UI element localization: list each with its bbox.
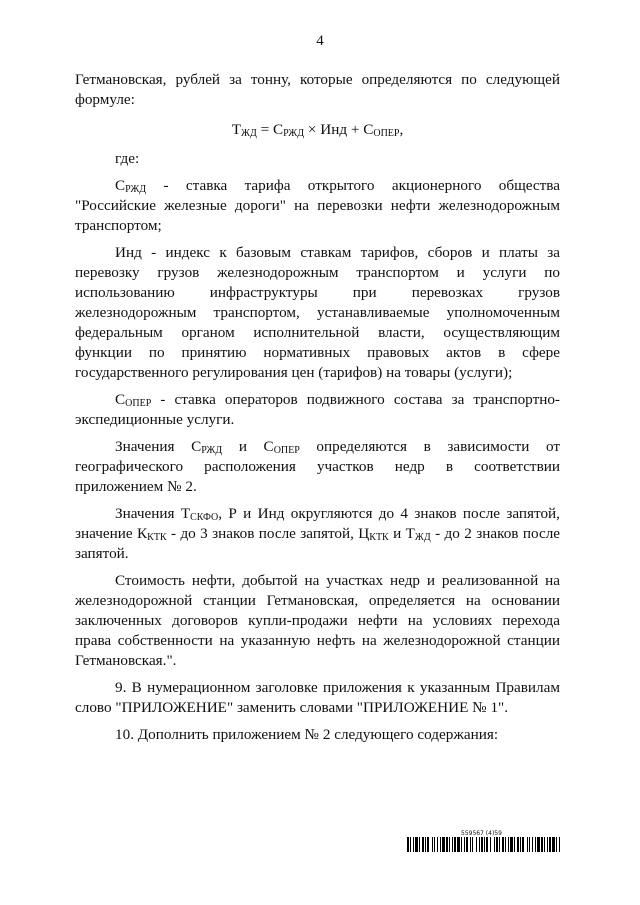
barcode-bar — [419, 837, 420, 852]
formula: $Т_{ЖД} = С_{РЖД}$ × Инд + $С_{ОПЕР}$, — [231, 121, 404, 139]
barcode-bar — [502, 837, 504, 852]
paragraph-item-10: 10. Дополнить приложением № 2 следующего содержания: — [115, 726, 499, 743]
barcode-bar — [449, 837, 450, 852]
barcode-number: 559567 (4)59 — [461, 830, 502, 837]
barcode-bar — [476, 837, 477, 852]
barcode-bar — [499, 837, 500, 852]
barcode-bar — [464, 837, 465, 852]
barcode-bar — [432, 837, 433, 852]
barcode-bar — [466, 837, 468, 852]
barcode-bar — [472, 837, 473, 852]
barcode-bar — [452, 837, 453, 852]
barcode-bar — [496, 837, 498, 852]
barcode-bar — [434, 837, 435, 852]
barcode-bar — [425, 837, 426, 852]
barcode-bar — [549, 837, 551, 852]
paragraph-rounding: Значения $Т_{СКФО}$, Р и Инд округляются до 4 знаков после запятой, значение $К_{КТК}$ - до 3 знаков после запятой, $Ц_{КТК}$ и $Т_{ЖД}$ - до 2 знаков после запятой. — [75, 505, 561, 562]
barcode-bar — [413, 837, 414, 852]
barcode-bar — [422, 837, 424, 852]
barcode-bar — [505, 837, 506, 852]
barcode-bar — [559, 837, 560, 852]
barcode-bar — [479, 837, 480, 852]
barcode-bar — [461, 837, 462, 852]
barcode-bar — [440, 837, 441, 852]
barcode-bar — [442, 837, 445, 852]
barcode-bar — [520, 837, 521, 852]
barcode-bar — [446, 837, 448, 852]
barcode-bar — [427, 837, 429, 852]
barcode-bar — [508, 837, 509, 852]
barcode-bar — [510, 837, 513, 852]
barcode — [407, 837, 561, 852]
document-body — [75, 70, 560, 745]
barcode-bar — [486, 837, 488, 852]
barcode-bar — [541, 837, 543, 852]
barcode-bar — [437, 837, 438, 852]
barcode-bar — [522, 837, 524, 852]
barcode-bar — [547, 837, 548, 852]
paragraph-values: Значения $С_{РЖД}$ и $С_{ОПЕР}$ определяются в зависимости от географического расположения участков недр в соответствии приложением № 2. — [75, 438, 560, 495]
barcode-bar — [470, 837, 471, 852]
barcode-bar — [517, 837, 519, 852]
barcode-bar — [484, 837, 485, 852]
definition-srzhd: $С_{РЖД}$ - ставка тарифа открытого акционерного общества "Российские железные дороги" на перевозки нефти железнодорожным транспортом; — [75, 177, 560, 234]
barcode-bar — [532, 837, 533, 852]
barcode-bar — [552, 837, 555, 852]
paragraph-item-9: 9. В нумерационном заголовке приложения к указанным Правилам слово "ПРИЛОЖЕНИЕ" заменить словами "ПРИЛОЖЕНИЕ № 1". — [75, 679, 560, 716]
barcode-bar — [535, 837, 536, 852]
barcode-bar — [514, 837, 515, 852]
page-number: 4 — [316, 33, 324, 49]
barcode-bar — [457, 837, 460, 852]
definition-soper: $С_{ОПЕР}$ - ставка операторов подвижного состава за транспортно-экспедиционные услуги. — [75, 391, 560, 428]
where-label: где: — [115, 150, 140, 167]
barcode-bar — [544, 837, 545, 852]
barcode-bar — [527, 837, 528, 852]
barcode-bar — [556, 837, 557, 852]
barcode-bar — [410, 837, 411, 852]
paragraph-oil-cost: Стоимость нефти, добытой на участках недр и реализованной на железнодорожной станции Гетмановская, определяется на основании заключенных договоров купли-продажи нефти на условиях перехода права собственности на указанную нефть на железнодорожной станции Гетмановская.". — [75, 572, 560, 669]
barcode-bar — [494, 837, 495, 852]
paragraph-intro: Гетмановская, рублей за тонну, которые определяются по следующей формуле: — [75, 71, 560, 108]
barcode-bar — [481, 837, 483, 852]
barcode-bar — [537, 837, 540, 852]
definition-ind: Инд - индекс к базовым ставкам тарифов, сборов и платы за перевозку грузов железнодорожным транспортом и услуги по использованию инфраструктуры при перевозках грузов железнодорожным транспортом, устанавливаемые уполномоченным федеральным органом исполнительной власти, осуществляющим функции по принятию нормативных правовых актов в сфере государственного регулирования цен (тарифов) на товары (услуги); — [75, 244, 560, 381]
barcode-bar — [529, 837, 530, 852]
barcode-bar — [407, 837, 409, 852]
barcode-bar — [415, 837, 418, 852]
barcode-bar — [490, 837, 491, 852]
barcode-bar — [454, 837, 456, 852]
